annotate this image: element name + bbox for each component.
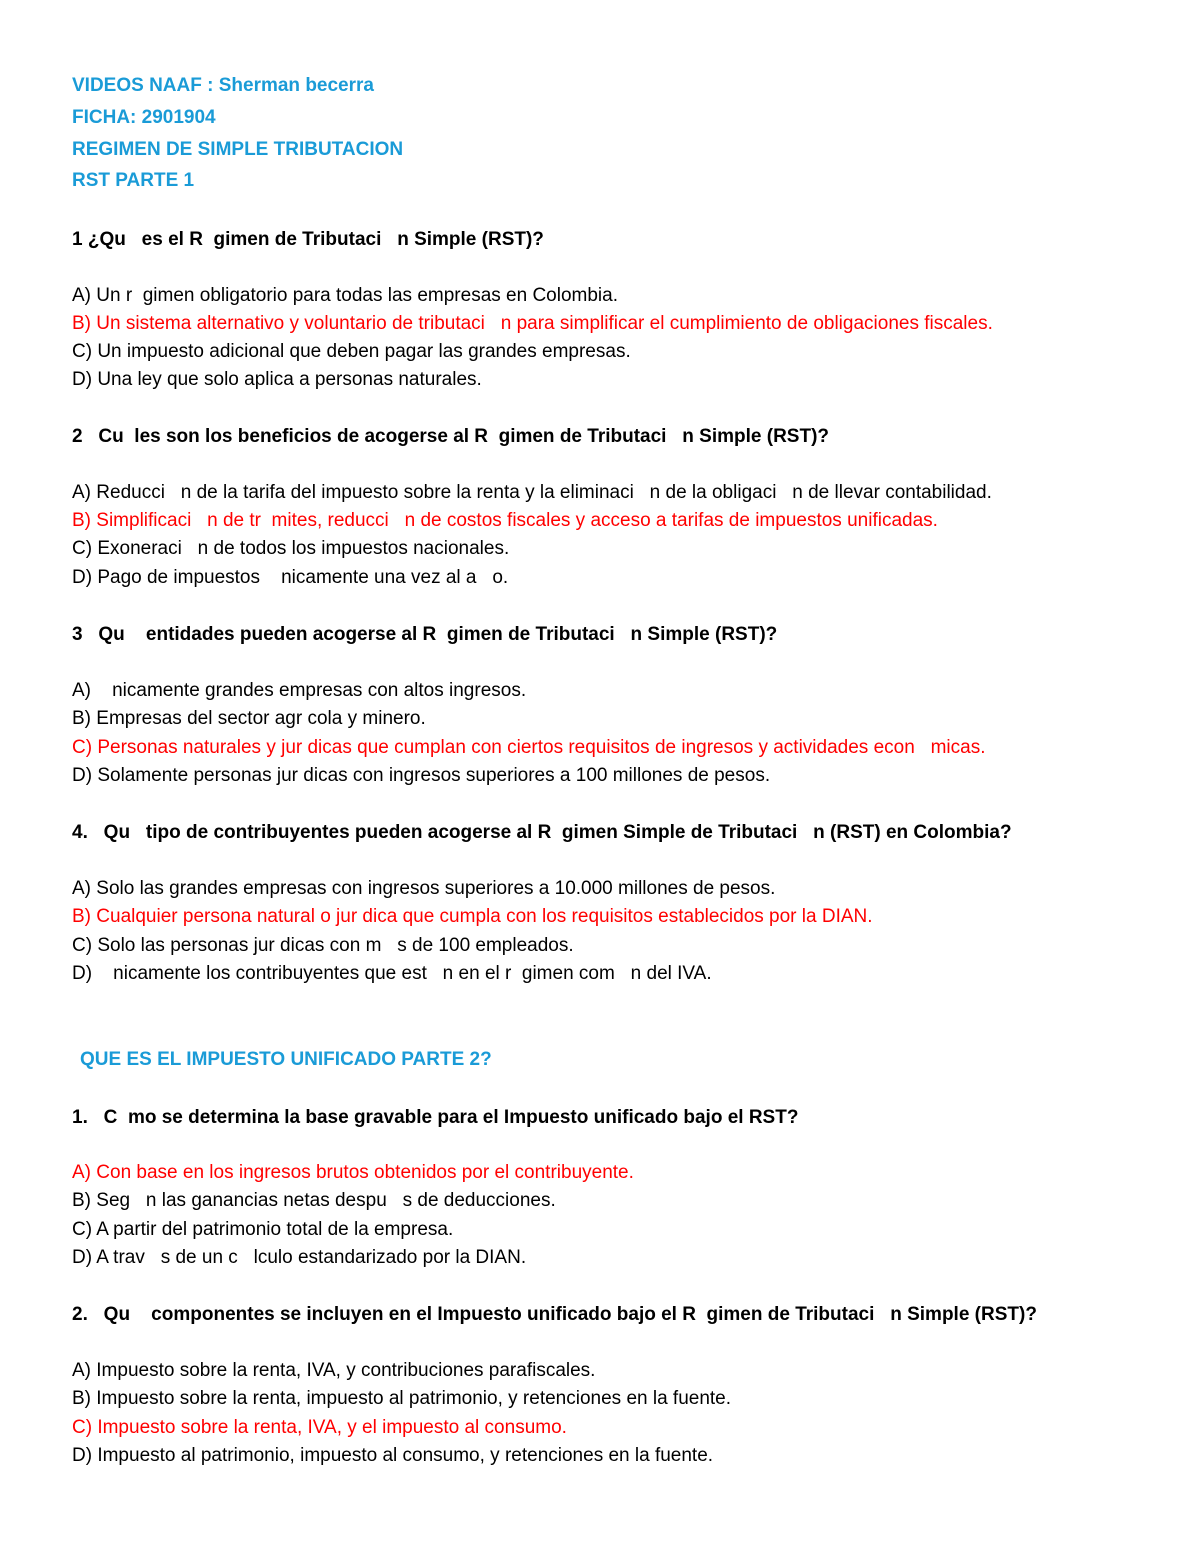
- header-subject: REGIMEN DE SIMPLE TRIBUTACION: [72, 139, 404, 160]
- header-part: RST PARTE 1: [72, 170, 195, 191]
- option-a: A) nicamente grandes empresas con altos ingresos.: [72, 680, 527, 701]
- part2-question-2: 2. Qu componentes se incluyen en el Impuesto unificado bajo el R gimen de Tributaci n Simple (RST)?: [72, 1304, 1037, 1325]
- option-a: A) Un r gimen obligatorio para todas las empresas en Colombia.: [72, 285, 618, 306]
- option-b: B) Impuesto sobre la renta, impuesto al patrimonio, y retenciones en la fuente.: [72, 1388, 732, 1409]
- option-b-correct: B) Un sistema alternativo y voluntario de tributaci n para simplificar el cumplimiento de obligaciones fiscales.: [72, 313, 993, 334]
- header-title: VIDEOS NAAF : Sherman becerra: [72, 75, 374, 96]
- option-a: A) Solo las grandes empresas con ingresos superiores a 10.000 millones de pesos.: [72, 878, 776, 899]
- option-d: D) Solamente personas jur dicas con ingresos superiores a 100 millones de pesos.: [72, 765, 771, 786]
- part2-question-1: 1. C mo se determina la base gravable para el Impuesto unificado bajo el RST?: [72, 1107, 799, 1128]
- question-2: 2 Cu les son los beneficios de acogerse al R gimen de Tributaci n Simple (RST)?: [72, 426, 830, 447]
- question-4: 4. Qu tipo de contribuyentes pueden acogerse al R gimen Simple de Tributaci n (RST) en Colombia?: [72, 822, 1012, 843]
- question-1: 1 ¿Qu es el R gimen de Tributaci n Simple (RST)?: [72, 229, 544, 250]
- question-3: 3 Qu entidades pueden acogerse al R gimen de Tributaci n Simple (RST)?: [72, 624, 778, 645]
- option-a: A) Impuesto sobre la renta, IVA, y contribuciones parafiscales.: [72, 1360, 596, 1381]
- option-c: C) Un impuesto adicional que deben pagar las grandes empresas.: [72, 341, 631, 362]
- option-b-correct: B) Simplificaci n de tr mites, reducci n de costos fiscales y acceso a tarifas de impuestos unificadas.: [72, 510, 938, 531]
- option-d: D) nicamente los contribuyentes que est n en el r gimen com n del IVA.: [72, 963, 712, 984]
- option-c-correct: C) Personas naturales y jur dicas que cumplan con ciertos requisitos de ingresos y actividades econ micas.: [72, 737, 986, 758]
- option-c: C) Solo las personas jur dicas con m s de 100 empleados.: [72, 935, 574, 956]
- option-b-correct: B) Cualquier persona natural o jur dica que cumpla con los requisitos establecidos por la DIAN.: [72, 906, 873, 927]
- option-b: B) Seg n las ganancias netas despu s de deducciones.: [72, 1190, 556, 1211]
- part2-title: QUE ES EL IMPUESTO UNIFICADO PARTE 2?: [80, 1049, 492, 1070]
- option-a-correct: A) Con base en los ingresos brutos obtenidos por el contribuyente.: [72, 1162, 634, 1183]
- option-d: D) Una ley que solo aplica a personas naturales.: [72, 369, 482, 390]
- option-d: D) Impuesto al patrimonio, impuesto al consumo, y retenciones en la fuente.: [72, 1445, 714, 1466]
- header-ficha: FICHA: 2901904: [72, 107, 216, 128]
- option-c-correct: C) Impuesto sobre la renta, IVA, y el impuesto al consumo.: [72, 1417, 567, 1438]
- option-d: D) A trav s de un c lculo estandarizado por la DIAN.: [72, 1247, 527, 1268]
- option-a: A) Reducci n de la tarifa del impuesto sobre la renta y la eliminaci n de la obligaci n de llevar contabilidad.: [72, 482, 992, 503]
- option-d: D) Pago de impuestos nicamente una vez al a o.: [72, 567, 509, 588]
- option-b: B) Empresas del sector agr cola y minero.: [72, 708, 426, 729]
- option-c: C) A partir del patrimonio total de la empresa.: [72, 1219, 454, 1240]
- option-c: C) Exoneraci n de todos los impuestos nacionales.: [72, 538, 510, 559]
